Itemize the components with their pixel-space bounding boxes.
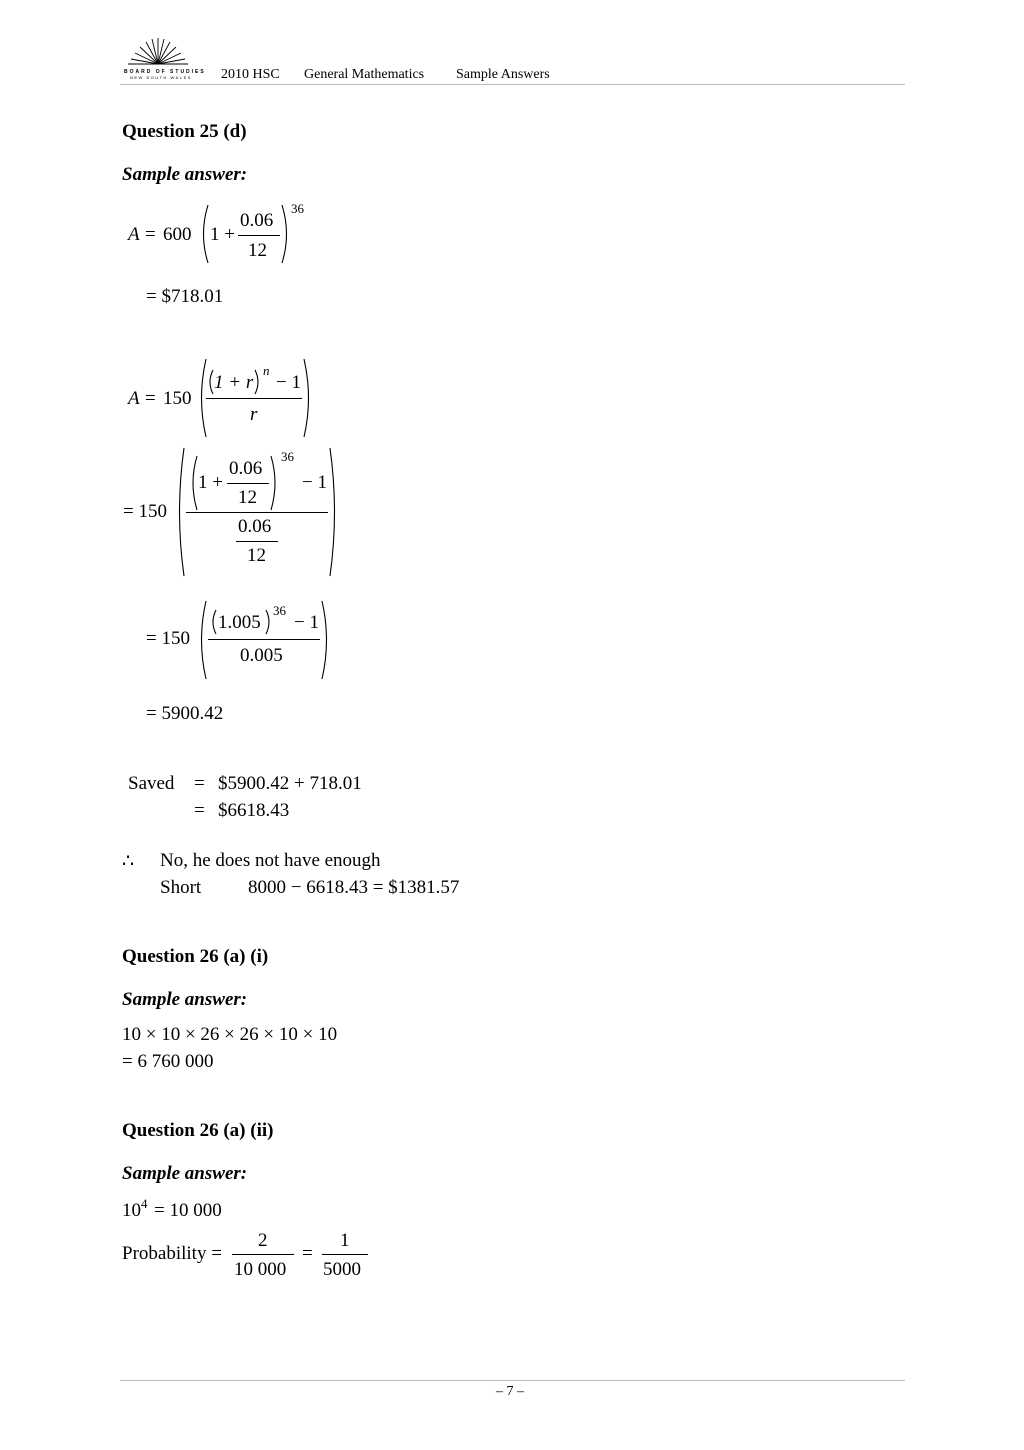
- equation-annuity-result: = 5900.42: [146, 703, 224, 724]
- header-divider: [120, 84, 905, 85]
- equation-compound-result: = $718.01: [146, 286, 224, 307]
- question-26ai-sample-label: Sample answer:: [122, 989, 248, 1010]
- question-26ai-line2: = 6 760 000: [122, 1051, 214, 1072]
- question-26ai-line1: 10 × 10 × 26 × 26 × 10 × 10: [122, 1024, 338, 1045]
- question-26aii-sample-label: Sample answer:: [122, 1163, 248, 1184]
- question-26ai-title: Question 26 (a) (i): [122, 946, 269, 967]
- question-25d-title: Question 25 (d): [122, 121, 247, 142]
- footer-divider: [120, 1380, 905, 1381]
- board-of-studies-logo-icon: [122, 36, 194, 70]
- logo-text-line2: NEW SOUTH WALES: [130, 75, 192, 80]
- header-subject: General Mathematics: [304, 67, 425, 82]
- question-26aii-title: Question 26 (a) (ii): [122, 1120, 274, 1141]
- header-exam: 2010 HSC: [221, 67, 280, 82]
- therefore-symbol: ∴: [122, 851, 135, 872]
- header-doc-type: Sample Answers: [456, 67, 550, 82]
- question-25d-sample-label: Sample answer:: [122, 164, 248, 185]
- page-number: – 7 –: [496, 1384, 524, 1399]
- logo-text-line1: BOARD OF STUDIES: [124, 69, 206, 75]
